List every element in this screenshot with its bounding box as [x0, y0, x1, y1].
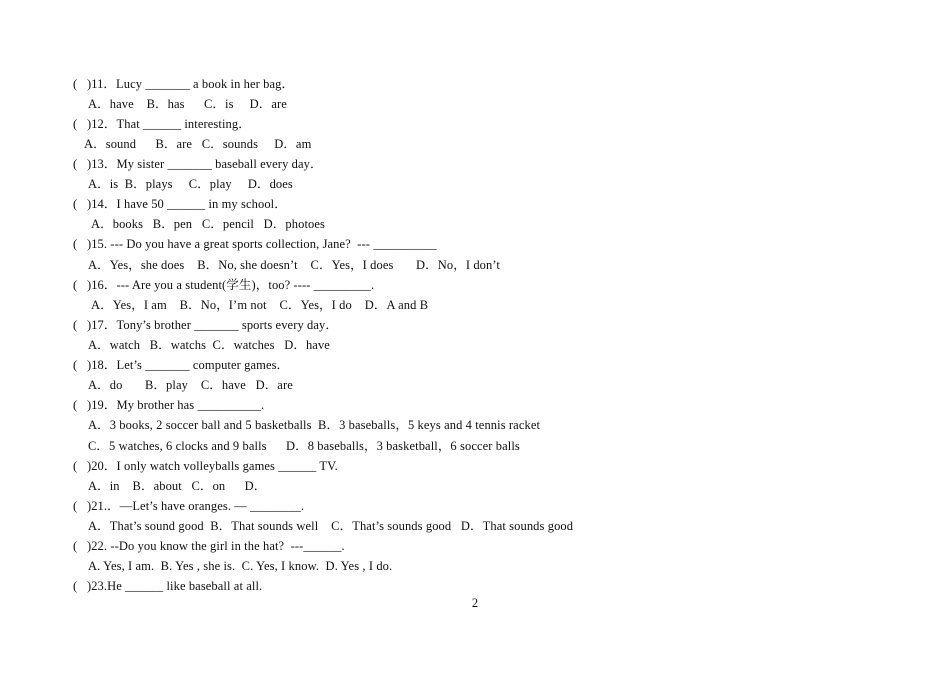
question-18-stem: ( )18．Let’s _______ computer games． [73, 358, 290, 372]
question-21-stem: ( )21.．—Let’s have oranges. — ________. [73, 499, 305, 513]
question-23-stem: ( )23.He ______ like baseball at all. [73, 579, 263, 593]
question-22-stem: ( )22. --Do you know the girl in the hat? ---______. [73, 539, 345, 553]
question-18-options: A．do B．play C．have D．are [88, 378, 293, 392]
question-11-stem: ( )11．Lucy _______ a book in her bag． [73, 77, 295, 91]
question-16-stem: ( )16．--- Are you a student(学生)，too? ---- _________. [73, 278, 375, 292]
page-number: 2 [471, 596, 479, 610]
question-20-options: A．in B．about C．on D． [88, 479, 267, 493]
question-13-options: A．is B．plays C．play D．does [88, 177, 293, 191]
question-12-options: A．sound B．are C．sounds D．am [84, 137, 312, 151]
question-16-options: A．Yes，I am B．No，I’m not C．Yes，I do D．A and B [91, 298, 429, 312]
question-13-stem: ( )13．My sister _______ baseball every day． [73, 157, 323, 171]
question-17-stem: ( )17．Tony’s brother _______ sports every day． [73, 318, 338, 332]
question-22-options: A. Yes, I am. B. Yes , she is. C. Yes, I know. D. Yes , I do. [88, 559, 393, 573]
question-19-options: A．3 books, 2 soccer ball and 5 basketballs B．3 baseballs，5 keys and 4 tennis racket [88, 418, 541, 432]
question-12-stem: ( )12．That ______ interesting． [73, 117, 251, 131]
question-17-options: A．watch B．watchs C．watches D．have [88, 338, 330, 352]
question-14-stem: ( )14．I have 50 ______ in my school． [73, 197, 287, 211]
question-19-stem: ( )19．My brother has __________. [73, 398, 265, 412]
question-21-options: A．That’s sound good B．That sounds well C．That’s sounds good D．That sounds good [88, 519, 574, 533]
question-20-stem: ( )20．I only watch volleyballs games ______ TV. [73, 459, 338, 473]
question-15-options: A．Yes，she does B．No, she doesn’t C．Yes，I does D．No，I don’t [88, 258, 500, 272]
question-15-stem: ( )15. --- Do you have a great sports collection, Jane? --- __________ [73, 237, 437, 251]
question-11-options: A．have B．has C．is D．are [88, 97, 287, 111]
question-19-options-continued: C．5 watches, 6 clocks and 9 balls D．8 baseballs，3 basketball，6 soccer balls [88, 439, 520, 453]
question-14-options: A．books B．pen C．pencil D．photoes [91, 217, 325, 231]
